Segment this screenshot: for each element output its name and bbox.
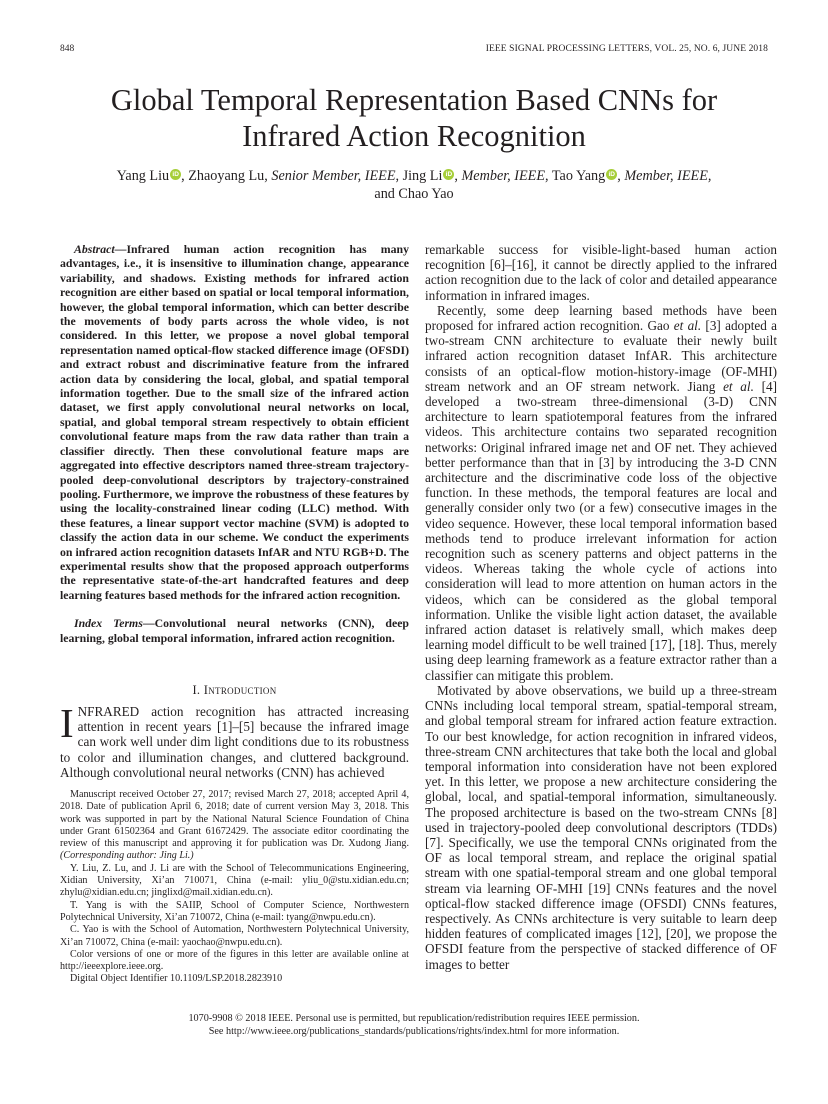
author-separator: , [454, 168, 462, 184]
index-terms-text: —Convolutional neural networks (CNN), deep learning, global temporal information, infrared action recognition. [60, 616, 409, 645]
abstract-text: —Infrared human action recognition has many advantages, i.e., it is insensitive to illumination change, appearance variability, and shadows. Existing methods for infrared action recognition are either based on spatial or local temporal information, however, the global temporal information, which can better describe the movements of body parts across the whole video, is not considered. In this letter, we propose a novel global temporal representation named optical-flow stacked difference image (OFSDI) and extract robust and discriminative feature from the infrared action data by considering the local, global, and spatial temporal information together. Due to the small size of the infrared action dataset, we first apply convolutional neural networks on local, spatial, and global temporal stream respectively to obtain efficient convolutional feature maps from the raw data rather than train a classifier directly. Then these convolutional feature maps are aggregated into effective descriptors named three-stream trajectory-pooled deep-convolutional descriptors by trajectory-constrained pooling. Furthermore, we improve the robustness of these features by using the locality-constrained linear coding (LLC) method. With these features, a linear support vector machine (SVM) is adopted to classify the action data in our scheme. We conduct the experiments on infrared action recognition datasets InfAR and NTU RGB+D. The experimental results show that the proposed approach outperforms the representative state-of-the-art handcrafted features and deep learning features based methods for the infrared action recognition. [60, 242, 409, 602]
et-al: et al. [723, 378, 754, 394]
footnote-manuscript [60, 789, 409, 863]
title-line-1: Global Temporal Representation Based CNNs for [110, 83, 718, 117]
abstract [60, 242, 409, 602]
author-separator: , [617, 168, 625, 184]
drop-cap: I [60, 700, 74, 747]
orcid-icon[interactable]: iD [606, 169, 617, 180]
index-terms [60, 616, 409, 645]
footnote-affiliation: C. Yao is with the School of Automation, Northwestern Polytechnical University, Xi’an 710072, China (e-mail: yaochao@nwpu.edu.cn). [60, 924, 409, 948]
rights-link[interactable]: See http://www.ieee.org/publications_standards/publications/rights/index.html for more information. [208, 1025, 620, 1037]
copyright-line: 1070-9908 © 2018 IEEE. Personal use is permitted, but republication/redistribution requires IEEE permission. [188, 1013, 640, 1024]
footnote-affiliation: T. Yang is with the SAIIP, School of Computer Science, Northwestern Polytechnical University, Xi’an 710072, China (e-mail: tyang@nwpu.edu.cn). [60, 899, 409, 923]
author-separator: , Zhaoyang Lu, [181, 168, 272, 184]
body-text: [4] developed a two-stream three-dimensional (3-D) CNN architecture to learn spatiotemporal features from the infrared videos. This architecture contains two separated recognition networks: Original infrared image net and OF net. They achieved better performance than that in [3] by introducing the 3-D CNN architecture and the discriminative code loss of the objective function. In these methods, the temporal features are local and generally consider only two (or a few) consecutive images in the video sequence. However, these local temporal information based methods tend to produce irrelevant information for action recognition such as scenery patterns and object patterns in the videos. Whereas taking the whole cycle of actions into consideration will lead to more attention on human actors in the videos, which can be considered as the global temporal information. Unlike the visible light action dataset, the available infrared action dataset is relatively small, which makes deep learning model difficult to be well trained [17], [18]. Thus, merely using deep learning framework as a feature extractor rather than a classifier can mitigate this problem. [425, 378, 777, 683]
body-text: Recently, some deep learning based methods have been proposed for infrared action recognition. Gao [425, 302, 777, 334]
author-name: and Chao Yao [374, 186, 454, 202]
author-name: Yang Liu [116, 168, 170, 184]
author-separator: , Tao Yang [545, 168, 606, 184]
footnote-doi: Digital Object Identifier 10.1109/LSP.2018.2823910 [70, 973, 283, 985]
intro-text: NFRARED action recognition has attracted increasing attention in recent years [1]–[5] because the infrared image can work well under dim light conditions due to its robustness to color and illumination changes, and cluttered background. Although convolutional neural networks (CNN) has achieved [60, 704, 409, 780]
running-header [60, 44, 768, 58]
journal-name: IEEE SIGNAL PROCESSING LETTERS, VOL. 25, NO. 6, JUNE 2018 [485, 44, 768, 54]
author-role: Senior Member, IEEE [271, 168, 396, 184]
author-role: Member, IEEE [461, 168, 546, 184]
copyright-footer [60, 1013, 768, 1039]
body-paragraph: Motivated by above observations, we build up a three-stream CNNs including local temporal stream, spatial-temporal stream, and global temporal stream for infrared action feature extraction. To our best knowledge, for action recognition in infrared videos, three-stream CNN architectures that take both the local and global temporal information into consideration have not been explored yet. In this letter, we propose a new architecture considering the global, local, and spatial-temporal information, simultaneously. The proposed architecture is based on the two-stream CNNs [8] used in trajectory-pooled deep convolutional descriptors (TDDs) [7]. Specifically, we use the temporal CNNs originated from the OF as local temporal stream, and replace the original spatial stream with one spatial-temporal stream and one global temporal stream via learning OF-MHI [19] CNNs features and the novel optical-flow stacked difference image (OFSDI) CNNs features, respectively. As CNNs architecture is very suitable to learn deep hidden features of complicated images [12], [20], we propose the OFSDI feature from the perspective of stacked difference of OF images to better [425, 682, 777, 972]
footnote-affiliation: Y. Liu, Z. Lu, and J. Li are with the School of Telecommunications Engineering, Xidian University, Xi’an 710071, China (e-mail: yliu_0@stu.xidian.edu.cn; zhylu@xidian.edu.cn; jinglixd@mail.xidian.edu.cn). [60, 862, 409, 899]
abstract-lead: Abstract [74, 242, 115, 256]
orcid-icon[interactable]: iD [170, 169, 181, 180]
index-terms-lead: Index Terms [74, 616, 143, 631]
title-line-2: Infrared Action Recognition [242, 119, 586, 153]
left-column [60, 242, 409, 780]
footnotes [60, 789, 409, 986]
body-paragraph: remarkable success for visible-light-based human action recognition [6]–[16], it cannot be directly applied to the infrared action recognition due to the lack of color and detailed appearance information in infrared images. [425, 242, 777, 303]
footnote-color: Color versions of one or more of the figures in this letter are available online at http://ieeexplore.ieee.org. [60, 948, 409, 973]
et-al: et al. [673, 318, 702, 334]
orcid-icon[interactable]: iD [443, 169, 454, 180]
intro-paragraph [60, 700, 409, 780]
paper-title [40, 82, 788, 154]
corresponding-author: (Corresponding author: Jing Li.) [60, 850, 194, 862]
body-text: [3] adopted a two-stream CNN architecture to evaluate their newly built infrared action recognition dataset InfAR. This architecture consists of an optical-flow motion-history-image (OF-MHI) stream network and an OF stream network. Jiang [425, 318, 777, 394]
right-column [425, 242, 777, 972]
author-role: Member, IEEE, [624, 168, 712, 184]
page-number: 848 [60, 44, 75, 54]
section-heading: I. Introduction [192, 682, 277, 697]
body-paragraph [425, 303, 777, 683]
author-separator: , Jing Li [395, 168, 443, 184]
footnote-text: Manuscript received October 27, 2017; revised March 27, 2018; accepted April 4, 2018. Date of publication April 6, 2018; date of current version May 3, 2018. This work was supported in part by the National Natural Science Foundation of China under Grant 61502364 and Grant 61672429. The associate editor coordinating the review of this manuscript and approving it for publication was Dr. Xudong Jiang. [60, 789, 409, 850]
author-list [60, 167, 768, 203]
